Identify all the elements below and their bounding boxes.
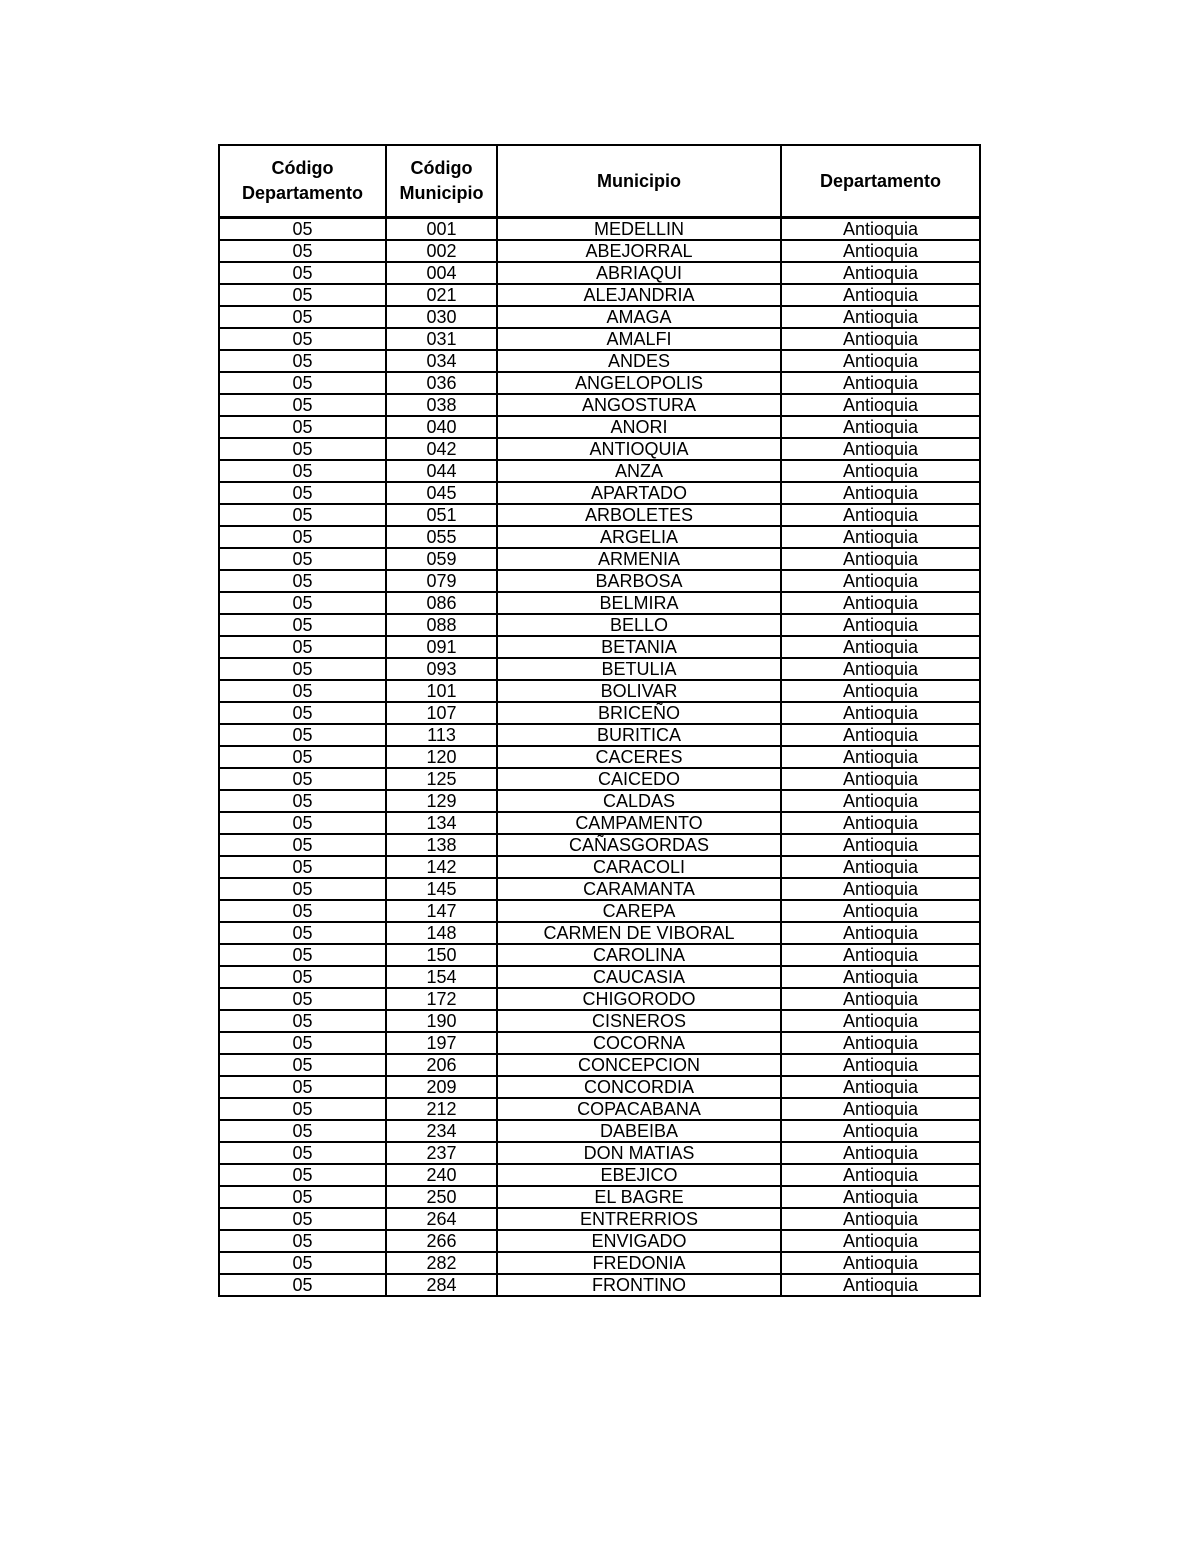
table-header xyxy=(219,145,980,218)
cell-codigo-municipio: 086 xyxy=(386,592,497,614)
cell-codigo-municipio: 042 xyxy=(386,438,497,460)
cell-municipio: ANGELOPOLIS xyxy=(497,372,781,394)
table-row xyxy=(219,944,980,966)
cell-departamento: Antioquia xyxy=(781,1186,980,1208)
cell-codigo-municipio: 240 xyxy=(386,1164,497,1186)
cell-codigo-municipio: 101 xyxy=(386,680,497,702)
cell-codigo-municipio: 197 xyxy=(386,1032,497,1054)
table-row xyxy=(219,416,980,438)
cell-municipio: EBEJICO xyxy=(497,1164,781,1186)
table-row xyxy=(219,966,980,988)
cell-municipio: BOLIVAR xyxy=(497,680,781,702)
cell-municipio: COCORNA xyxy=(497,1032,781,1054)
cell-departamento: Antioquia xyxy=(781,1032,980,1054)
cell-codigo-municipio: 150 xyxy=(386,944,497,966)
cell-codigo-departamento: 05 xyxy=(219,570,386,592)
cell-codigo-departamento: 05 xyxy=(219,548,386,570)
table-row xyxy=(219,1010,980,1032)
table-row xyxy=(219,1076,980,1098)
cell-codigo-municipio: 113 xyxy=(386,724,497,746)
cell-municipio: CAÑASGORDAS xyxy=(497,834,781,856)
cell-departamento: Antioquia xyxy=(781,856,980,878)
cell-codigo-municipio: 129 xyxy=(386,790,497,812)
table-row xyxy=(219,218,980,241)
table-row xyxy=(219,768,980,790)
cell-departamento: Antioquia xyxy=(781,1142,980,1164)
cell-codigo-municipio: 212 xyxy=(386,1098,497,1120)
cell-departamento: Antioquia xyxy=(781,878,980,900)
cell-municipio: ARBOLETES xyxy=(497,504,781,526)
cell-codigo-departamento: 05 xyxy=(219,460,386,482)
cell-codigo-municipio: 034 xyxy=(386,350,497,372)
table-row xyxy=(219,438,980,460)
cell-municipio: ABEJORRAL xyxy=(497,240,781,262)
cell-codigo-departamento: 05 xyxy=(219,526,386,548)
cell-departamento: Antioquia xyxy=(781,548,980,570)
cell-departamento: Antioquia xyxy=(781,372,980,394)
cell-municipio: BELMIRA xyxy=(497,592,781,614)
cell-codigo-departamento: 05 xyxy=(219,988,386,1010)
cell-departamento: Antioquia xyxy=(781,702,980,724)
cell-departamento: Antioquia xyxy=(781,416,980,438)
cell-codigo-departamento: 05 xyxy=(219,1032,386,1054)
cell-municipio: APARTADO xyxy=(497,482,781,504)
table-row xyxy=(219,284,980,306)
cell-codigo-municipio: 091 xyxy=(386,636,497,658)
cell-codigo-municipio: 045 xyxy=(386,482,497,504)
cell-municipio: ENTRERRIOS xyxy=(497,1208,781,1230)
cell-departamento: Antioquia xyxy=(781,944,980,966)
cell-codigo-departamento: 05 xyxy=(219,306,386,328)
cell-codigo-municipio: 237 xyxy=(386,1142,497,1164)
cell-codigo-departamento: 05 xyxy=(219,1010,386,1032)
table-row xyxy=(219,394,980,416)
cell-codigo-departamento: 05 xyxy=(219,1120,386,1142)
table-row xyxy=(219,900,980,922)
cell-departamento: Antioquia xyxy=(781,724,980,746)
cell-municipio: FREDONIA xyxy=(497,1252,781,1274)
cell-municipio: BETANIA xyxy=(497,636,781,658)
cell-codigo-departamento: 05 xyxy=(219,614,386,636)
cell-departamento: Antioquia xyxy=(781,350,980,372)
table-row xyxy=(219,328,980,350)
cell-codigo-municipio: 148 xyxy=(386,922,497,944)
table-row xyxy=(219,240,980,262)
cell-municipio: CARMEN DE VIBORAL xyxy=(497,922,781,944)
table-row xyxy=(219,636,980,658)
cell-codigo-departamento: 05 xyxy=(219,416,386,438)
cell-municipio: ANDES xyxy=(497,350,781,372)
cell-municipio: CAUCASIA xyxy=(497,966,781,988)
cell-departamento: Antioquia xyxy=(781,262,980,284)
table-row xyxy=(219,856,980,878)
cell-codigo-municipio: 206 xyxy=(386,1054,497,1076)
cell-departamento: Antioquia xyxy=(781,1164,980,1186)
cell-departamento: Antioquia xyxy=(781,1252,980,1274)
table-row xyxy=(219,746,980,768)
cell-departamento: Antioquia xyxy=(781,570,980,592)
cell-codigo-municipio: 138 xyxy=(386,834,497,856)
cell-codigo-departamento: 05 xyxy=(219,1274,386,1296)
table-row xyxy=(219,482,980,504)
table-row xyxy=(219,526,980,548)
table-row xyxy=(219,504,980,526)
table-row xyxy=(219,1274,980,1296)
cell-codigo-municipio: 059 xyxy=(386,548,497,570)
cell-codigo-municipio: 107 xyxy=(386,702,497,724)
cell-codigo-municipio: 154 xyxy=(386,966,497,988)
cell-departamento: Antioquia xyxy=(781,438,980,460)
cell-codigo-departamento: 05 xyxy=(219,922,386,944)
municipalities-table xyxy=(218,144,981,1297)
cell-departamento: Antioquia xyxy=(781,482,980,504)
cell-codigo-municipio: 001 xyxy=(386,218,497,241)
cell-departamento: Antioquia xyxy=(781,988,980,1010)
cell-municipio: ABRIAQUI xyxy=(497,262,781,284)
cell-codigo-departamento: 05 xyxy=(219,1076,386,1098)
cell-codigo-departamento: 05 xyxy=(219,1164,386,1186)
cell-codigo-departamento: 05 xyxy=(219,592,386,614)
cell-codigo-departamento: 05 xyxy=(219,834,386,856)
cell-codigo-departamento: 05 xyxy=(219,966,386,988)
cell-codigo-departamento: 05 xyxy=(219,1230,386,1252)
cell-municipio: ARGELIA xyxy=(497,526,781,548)
cell-departamento: Antioquia xyxy=(781,592,980,614)
cell-codigo-departamento: 05 xyxy=(219,768,386,790)
cell-municipio: CAROLINA xyxy=(497,944,781,966)
table-row xyxy=(219,680,980,702)
table-row xyxy=(219,1230,980,1252)
cell-municipio: CONCORDIA xyxy=(497,1076,781,1098)
table-row xyxy=(219,922,980,944)
cell-municipio: ANORI xyxy=(497,416,781,438)
cell-departamento: Antioquia xyxy=(781,1098,980,1120)
cell-departamento: Antioquia xyxy=(781,306,980,328)
cell-departamento: Antioquia xyxy=(781,460,980,482)
table-row xyxy=(219,570,980,592)
cell-departamento: Antioquia xyxy=(781,526,980,548)
cell-departamento: Antioquia xyxy=(781,922,980,944)
cell-codigo-municipio: 079 xyxy=(386,570,497,592)
table-row xyxy=(219,350,980,372)
cell-municipio: DABEIBA xyxy=(497,1120,781,1142)
cell-departamento: Antioquia xyxy=(781,394,980,416)
cell-codigo-departamento: 05 xyxy=(219,240,386,262)
cell-municipio: FRONTINO xyxy=(497,1274,781,1296)
cell-departamento: Antioquia xyxy=(781,1120,980,1142)
table-row xyxy=(219,724,980,746)
cell-departamento: Antioquia xyxy=(781,1208,980,1230)
cell-codigo-municipio: 120 xyxy=(386,746,497,768)
cell-codigo-departamento: 05 xyxy=(219,262,386,284)
cell-codigo-departamento: 05 xyxy=(219,372,386,394)
cell-codigo-municipio: 264 xyxy=(386,1208,497,1230)
cell-codigo-departamento: 05 xyxy=(219,680,386,702)
cell-codigo-municipio: 044 xyxy=(386,460,497,482)
table-row xyxy=(219,614,980,636)
header-departamento: Departamento xyxy=(781,145,980,218)
cell-departamento: Antioquia xyxy=(781,636,980,658)
cell-codigo-departamento: 05 xyxy=(219,1186,386,1208)
cell-codigo-departamento: 05 xyxy=(219,944,386,966)
table-row xyxy=(219,1120,980,1142)
cell-codigo-departamento: 05 xyxy=(219,284,386,306)
header-codigo-departamento: Código Departamento xyxy=(219,145,386,218)
cell-codigo-departamento: 05 xyxy=(219,328,386,350)
cell-codigo-departamento: 05 xyxy=(219,1208,386,1230)
header-row xyxy=(219,145,980,218)
cell-departamento: Antioquia xyxy=(781,1010,980,1032)
cell-departamento: Antioquia xyxy=(781,812,980,834)
cell-codigo-municipio: 021 xyxy=(386,284,497,306)
cell-municipio: CONCEPCION xyxy=(497,1054,781,1076)
cell-codigo-municipio: 234 xyxy=(386,1120,497,1142)
cell-departamento: Antioquia xyxy=(781,768,980,790)
table-row xyxy=(219,1054,980,1076)
cell-codigo-municipio: 250 xyxy=(386,1186,497,1208)
cell-codigo-departamento: 05 xyxy=(219,218,386,241)
cell-municipio: AMALFI xyxy=(497,328,781,350)
cell-municipio: BETULIA xyxy=(497,658,781,680)
cell-departamento: Antioquia xyxy=(781,504,980,526)
table-row xyxy=(219,812,980,834)
cell-municipio: ENVIGADO xyxy=(497,1230,781,1252)
cell-codigo-departamento: 05 xyxy=(219,1142,386,1164)
cell-codigo-departamento: 05 xyxy=(219,724,386,746)
cell-municipio: CALDAS xyxy=(497,790,781,812)
cell-municipio: BELLO xyxy=(497,614,781,636)
cell-departamento: Antioquia xyxy=(781,680,980,702)
table-row xyxy=(219,1252,980,1274)
cell-municipio: ALEJANDRIA xyxy=(497,284,781,306)
table-row xyxy=(219,658,980,680)
table-row xyxy=(219,592,980,614)
table-row xyxy=(219,834,980,856)
cell-codigo-departamento: 05 xyxy=(219,856,386,878)
cell-codigo-municipio: 125 xyxy=(386,768,497,790)
cell-codigo-municipio: 093 xyxy=(386,658,497,680)
cell-municipio: ANGOSTURA xyxy=(497,394,781,416)
cell-codigo-departamento: 05 xyxy=(219,702,386,724)
cell-codigo-departamento: 05 xyxy=(219,790,386,812)
cell-codigo-municipio: 209 xyxy=(386,1076,497,1098)
cell-departamento: Antioquia xyxy=(781,1230,980,1252)
cell-codigo-municipio: 282 xyxy=(386,1252,497,1274)
cell-codigo-departamento: 05 xyxy=(219,438,386,460)
cell-departamento: Antioquia xyxy=(781,1274,980,1296)
cell-municipio: COPACABANA xyxy=(497,1098,781,1120)
cell-codigo-municipio: 055 xyxy=(386,526,497,548)
cell-municipio: ARMENIA xyxy=(497,548,781,570)
cell-municipio: CISNEROS xyxy=(497,1010,781,1032)
cell-codigo-municipio: 051 xyxy=(386,504,497,526)
table-row xyxy=(219,548,980,570)
cell-codigo-departamento: 05 xyxy=(219,900,386,922)
cell-codigo-municipio: 030 xyxy=(386,306,497,328)
table-row xyxy=(219,1032,980,1054)
cell-departamento: Antioquia xyxy=(781,966,980,988)
table-row xyxy=(219,790,980,812)
cell-municipio: ANZA xyxy=(497,460,781,482)
table-row xyxy=(219,372,980,394)
table-row xyxy=(219,262,980,284)
cell-departamento: Antioquia xyxy=(781,240,980,262)
cell-departamento: Antioquia xyxy=(781,900,980,922)
cell-departamento: Antioquia xyxy=(781,834,980,856)
cell-departamento: Antioquia xyxy=(781,284,980,306)
header-municipio: Municipio xyxy=(497,145,781,218)
cell-municipio: MEDELLIN xyxy=(497,218,781,241)
table-row xyxy=(219,702,980,724)
cell-codigo-municipio: 002 xyxy=(386,240,497,262)
cell-municipio: EL BAGRE xyxy=(497,1186,781,1208)
table-body xyxy=(219,218,980,1297)
cell-municipio: ANTIOQUIA xyxy=(497,438,781,460)
cell-municipio: CARACOLI xyxy=(497,856,781,878)
cell-codigo-departamento: 05 xyxy=(219,482,386,504)
cell-departamento: Antioquia xyxy=(781,790,980,812)
cell-departamento: Antioquia xyxy=(781,614,980,636)
cell-codigo-municipio: 031 xyxy=(386,328,497,350)
cell-municipio: AMAGA xyxy=(497,306,781,328)
cell-departamento: Antioquia xyxy=(781,1054,980,1076)
cell-codigo-departamento: 05 xyxy=(219,1252,386,1274)
cell-departamento: Antioquia xyxy=(781,746,980,768)
cell-codigo-departamento: 05 xyxy=(219,1054,386,1076)
table-row xyxy=(219,460,980,482)
cell-codigo-departamento: 05 xyxy=(219,636,386,658)
cell-codigo-municipio: 088 xyxy=(386,614,497,636)
table-row xyxy=(219,1208,980,1230)
cell-codigo-municipio: 284 xyxy=(386,1274,497,1296)
cell-municipio: BURITICA xyxy=(497,724,781,746)
cell-codigo-departamento: 05 xyxy=(219,394,386,416)
table-row xyxy=(219,1186,980,1208)
cell-codigo-municipio: 145 xyxy=(386,878,497,900)
cell-codigo-departamento: 05 xyxy=(219,658,386,680)
table-row xyxy=(219,1098,980,1120)
cell-codigo-departamento: 05 xyxy=(219,350,386,372)
cell-municipio: CACERES xyxy=(497,746,781,768)
cell-municipio: DON MATIAS xyxy=(497,1142,781,1164)
cell-codigo-municipio: 172 xyxy=(386,988,497,1010)
cell-codigo-municipio: 266 xyxy=(386,1230,497,1252)
cell-codigo-municipio: 036 xyxy=(386,372,497,394)
cell-municipio: CAMPAMENTO xyxy=(497,812,781,834)
cell-codigo-municipio: 038 xyxy=(386,394,497,416)
table-row xyxy=(219,1164,980,1186)
cell-codigo-municipio: 147 xyxy=(386,900,497,922)
cell-municipio: CHIGORODO xyxy=(497,988,781,1010)
cell-codigo-municipio: 142 xyxy=(386,856,497,878)
table-row xyxy=(219,988,980,1010)
table-row xyxy=(219,1142,980,1164)
cell-municipio: CAICEDO xyxy=(497,768,781,790)
cell-codigo-departamento: 05 xyxy=(219,504,386,526)
cell-departamento: Antioquia xyxy=(781,218,980,241)
cell-codigo-municipio: 004 xyxy=(386,262,497,284)
cell-codigo-municipio: 040 xyxy=(386,416,497,438)
cell-codigo-departamento: 05 xyxy=(219,746,386,768)
table-row xyxy=(219,878,980,900)
table-row xyxy=(219,306,980,328)
cell-departamento: Antioquia xyxy=(781,328,980,350)
cell-codigo-departamento: 05 xyxy=(219,878,386,900)
cell-municipio: CAREPA xyxy=(497,900,781,922)
cell-departamento: Antioquia xyxy=(781,1076,980,1098)
cell-municipio: BARBOSA xyxy=(497,570,781,592)
cell-codigo-municipio: 190 xyxy=(386,1010,497,1032)
cell-codigo-departamento: 05 xyxy=(219,812,386,834)
cell-codigo-municipio: 134 xyxy=(386,812,497,834)
cell-municipio: CARAMANTA xyxy=(497,878,781,900)
cell-departamento: Antioquia xyxy=(781,658,980,680)
cell-municipio: BRICEÑO xyxy=(497,702,781,724)
cell-codigo-departamento: 05 xyxy=(219,1098,386,1120)
header-codigo-municipio: Código Municipio xyxy=(386,145,497,218)
